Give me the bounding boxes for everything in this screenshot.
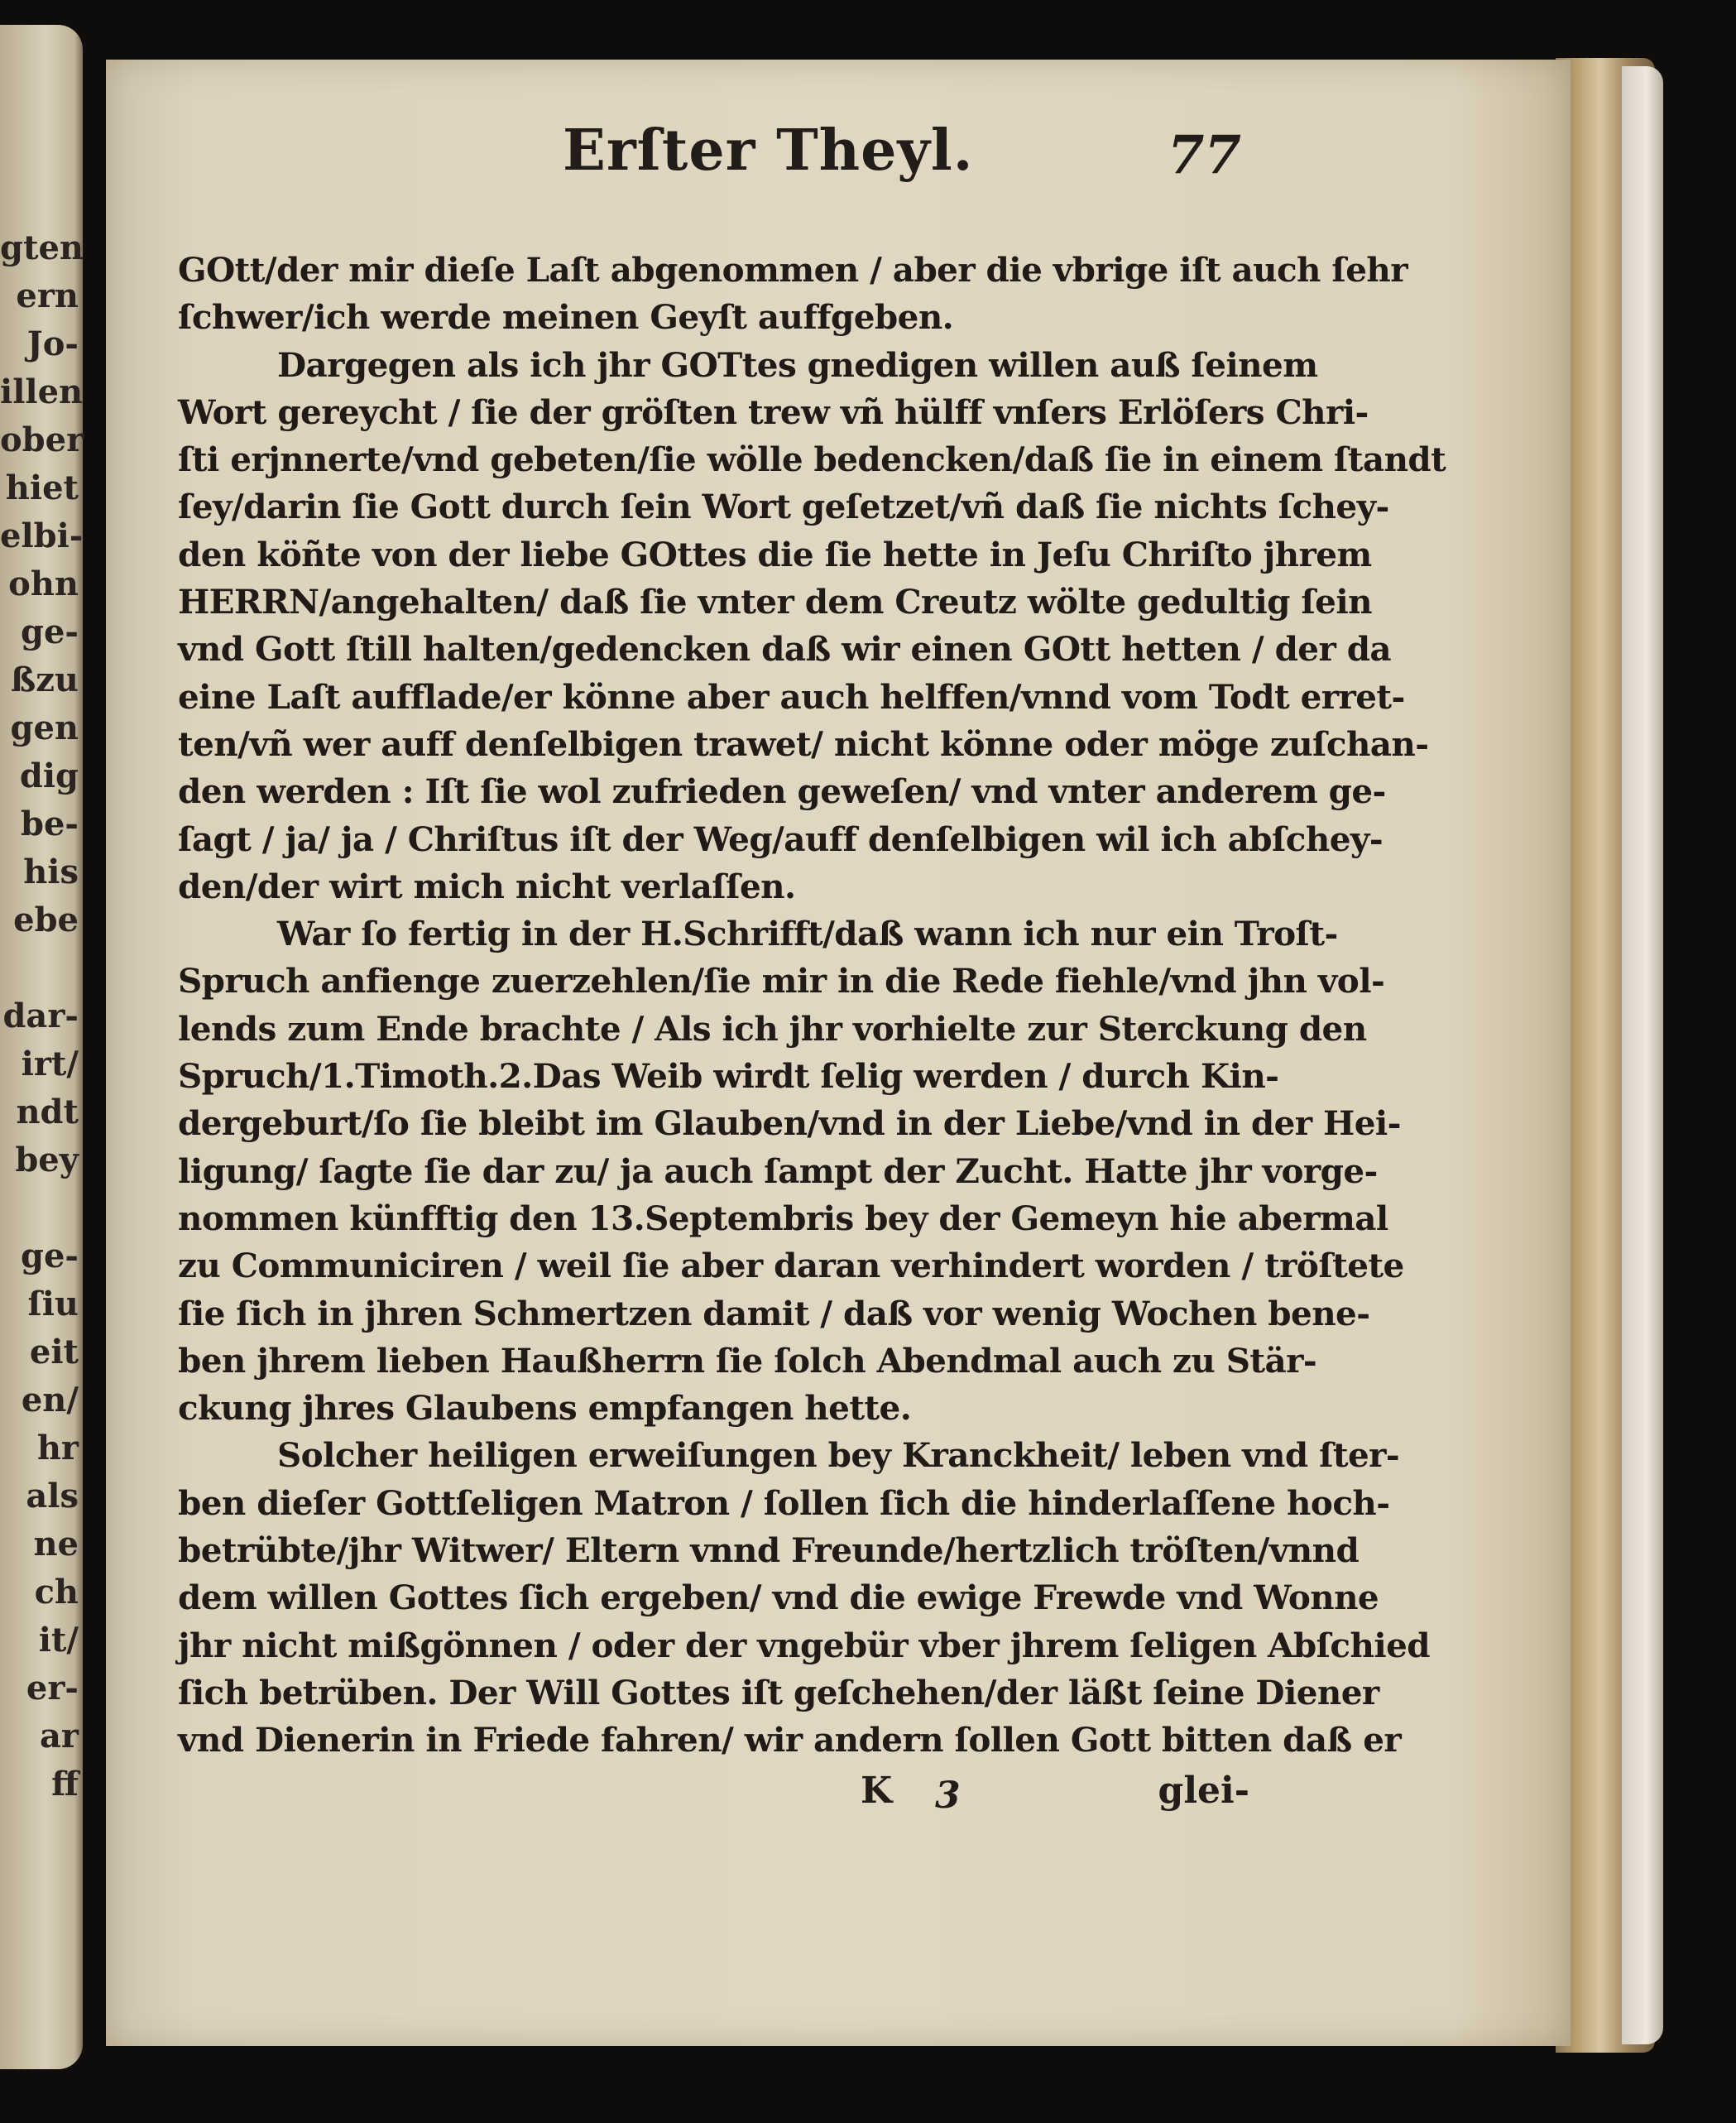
left-page-fragment: ohn xyxy=(8,564,79,603)
left-page-fragment: gen xyxy=(10,708,79,747)
text-line: den werden : Iſt ſie wol zufrieden geweſen/ vnd vnter anderem ge- xyxy=(178,771,1386,812)
text-line: ſie ſich in jhren Schmertzen damit / daß vor wenig Wochen bene- xyxy=(178,1293,1370,1333)
left-page-fragment: dar- xyxy=(2,997,79,1035)
left-page-fragment: gten xyxy=(0,228,84,267)
text-line: den/der wirt mich nicht verlaſſen. xyxy=(178,866,796,906)
text-line: GOtt/der mir dieſe Laſt abgenommen / aber die vbrige iſt auch ſehr xyxy=(178,250,1408,290)
left-page-fragment: ſiu xyxy=(27,1285,79,1323)
text-line: vnd Dienerin in Friede fahren/ wir andern ſollen Gott bitten daß er xyxy=(178,1720,1402,1760)
text-line: ben jhrem lieben Haußherrn ſie ſolch Abendmal auch zu Stär- xyxy=(178,1340,1317,1381)
text-line: lends zum Ende brachte / Als ich jhr vorhielte zur Sterckung den xyxy=(178,1008,1367,1049)
left-page-fragment: dig xyxy=(19,756,79,795)
left-page-fragment: hiet xyxy=(5,468,79,507)
text-line: ſich betrüben. Der Will Gottes iſt geſchehen/der läßt ſeine Diener xyxy=(178,1672,1379,1712)
text-line: eine Laſt aufflade/er könne aber auch helffen/vnnd vom Todt erret- xyxy=(178,676,1405,717)
book-cover-edge xyxy=(1622,66,1663,2044)
text-line: dem willen Gottes ſich ergeben/ vnd die ewige Frewde vnd Wonne xyxy=(178,1578,1379,1618)
left-page-fragment: Jo- xyxy=(26,324,79,363)
text-line: ckung jhres Glaubens empfangen hette. xyxy=(178,1388,912,1429)
body-text xyxy=(178,247,1446,1765)
left-page-fragment: ern xyxy=(16,276,79,315)
page-number: 77 xyxy=(1167,124,1241,186)
text-line: HERRN/angehalten/ daß ſie vnter dem Creutz wölte gedultig ſein xyxy=(178,582,1372,622)
text-line: ſey/darin ſie Gott durch ſein Wort geſetzet/vñ daß ſie nichts ſchey- xyxy=(178,487,1389,527)
page-footer xyxy=(861,1770,1249,1819)
left-page-fragment: er- xyxy=(26,1669,79,1708)
left-page-fragment: ober xyxy=(0,420,84,459)
left-page-fragment: ar xyxy=(40,1717,79,1756)
left-page-fragment: eit xyxy=(29,1333,79,1371)
left-page-fragment: hr xyxy=(36,1429,79,1467)
left-page-fragment: als xyxy=(26,1477,79,1515)
left-page-fragment: ßzu xyxy=(10,660,79,699)
page-header xyxy=(563,118,1241,242)
text-line: War ſo fertig in der H.Schrifft/daß wann ich nur ein Troſt- xyxy=(277,914,1338,954)
signature-number: 3 xyxy=(935,1775,961,1817)
text-line: Dargegen als ich jhr GOTtes gnedigen willen auß ſeinem xyxy=(277,344,1318,385)
left-page-fragment: irt/ xyxy=(21,1045,79,1083)
left-facing-page xyxy=(0,25,83,2069)
text-line: Wort gereycht / ſie der gröſten trew vñ hülff vnſers Erlöſers Chri- xyxy=(178,391,1369,432)
left-page-fragment: en/ xyxy=(21,1381,79,1419)
running-title: Erſter Theyl. xyxy=(563,118,974,184)
left-page-fragment: ndt xyxy=(16,1093,79,1131)
left-page-fragment: bey xyxy=(15,1141,79,1179)
left-page-fragment: ch xyxy=(34,1573,79,1611)
text-line: dergeburt/ſo ſie bleibt im Glauben/vnd in der Liebe/vnd in der Hei- xyxy=(178,1103,1401,1144)
left-page-fragment: ge- xyxy=(20,1237,79,1275)
left-page-fragment: it/ xyxy=(38,1621,79,1659)
left-page-fragment: elbi- xyxy=(0,516,84,555)
text-line: ſchwer/ich werde meinen Geyſt auffgeben. xyxy=(178,297,954,338)
text-line: nommen künfftig den 13.Septembris bey der Gemeyn hie abermal xyxy=(178,1198,1388,1238)
text-line: Spruch/1.Timoth.2.Das Weib wirdt ſelig werden / durch Kin- xyxy=(178,1056,1279,1097)
text-line: jhr nicht mißgönnen / oder der vngebür vber jhrem ſeligen Abſchied xyxy=(178,1625,1430,1665)
left-page-fragment: be- xyxy=(20,805,79,843)
text-line: ſti erjnnerte/vnd gebeten/ſie wölle bedencken/daß ſie in einem ſtandt xyxy=(178,439,1446,480)
text-line: ſagt / ja/ ja / Chriſtus iſt der Weg/auff denſelbigen wil ich abſchey- xyxy=(178,819,1384,859)
text-line: betrübte/jhr Witwer/ Eltern vnnd Freunde/hertzlich tröſten/vnnd xyxy=(178,1530,1360,1571)
signature-letter: K xyxy=(861,1770,893,1812)
left-page-fragment: ne xyxy=(33,1525,79,1563)
left-page-fragment: ge- xyxy=(20,612,79,651)
text-line: zu Communiciren / weil ſie aber daran verhindert worden / tröſtete xyxy=(178,1246,1404,1286)
text-line: ten/vñ wer auff denſelbigen trawet/ nicht könne oder möge zuſchan- xyxy=(178,723,1429,764)
text-line: vnd Gott ſtill halten/gedencken daß wir einen GOtt hetten / der da xyxy=(178,629,1392,670)
catchword: glei- xyxy=(1158,1770,1249,1812)
text-line: Solcher heiligen erweiſungen bey Kranckheit/ leben vnd ſter- xyxy=(277,1435,1400,1476)
text-line: den köñte von der liebe GOttes die ſie hette in Jeſu Chriſto jhrem xyxy=(178,534,1372,574)
text-line: ben dieſer Gottſeligen Matron / ſollen ſich die hinderlaſſene hoch- xyxy=(178,1482,1390,1523)
left-page-fragment: illen xyxy=(0,372,84,411)
left-page-fragment: ff xyxy=(51,1765,79,1804)
text-line: ligung/ ſagte ſie dar zu/ ja auch ſampt der Zucht. Hatte jhr vorge- xyxy=(178,1150,1378,1191)
left-page-fragment: his xyxy=(23,853,79,891)
left-page-fragment: ebe xyxy=(13,901,79,939)
text-line: Spruch anfienge zuerzehlen/ſie mir in die Rede fiehle/vnd jhn vol- xyxy=(178,961,1385,1001)
